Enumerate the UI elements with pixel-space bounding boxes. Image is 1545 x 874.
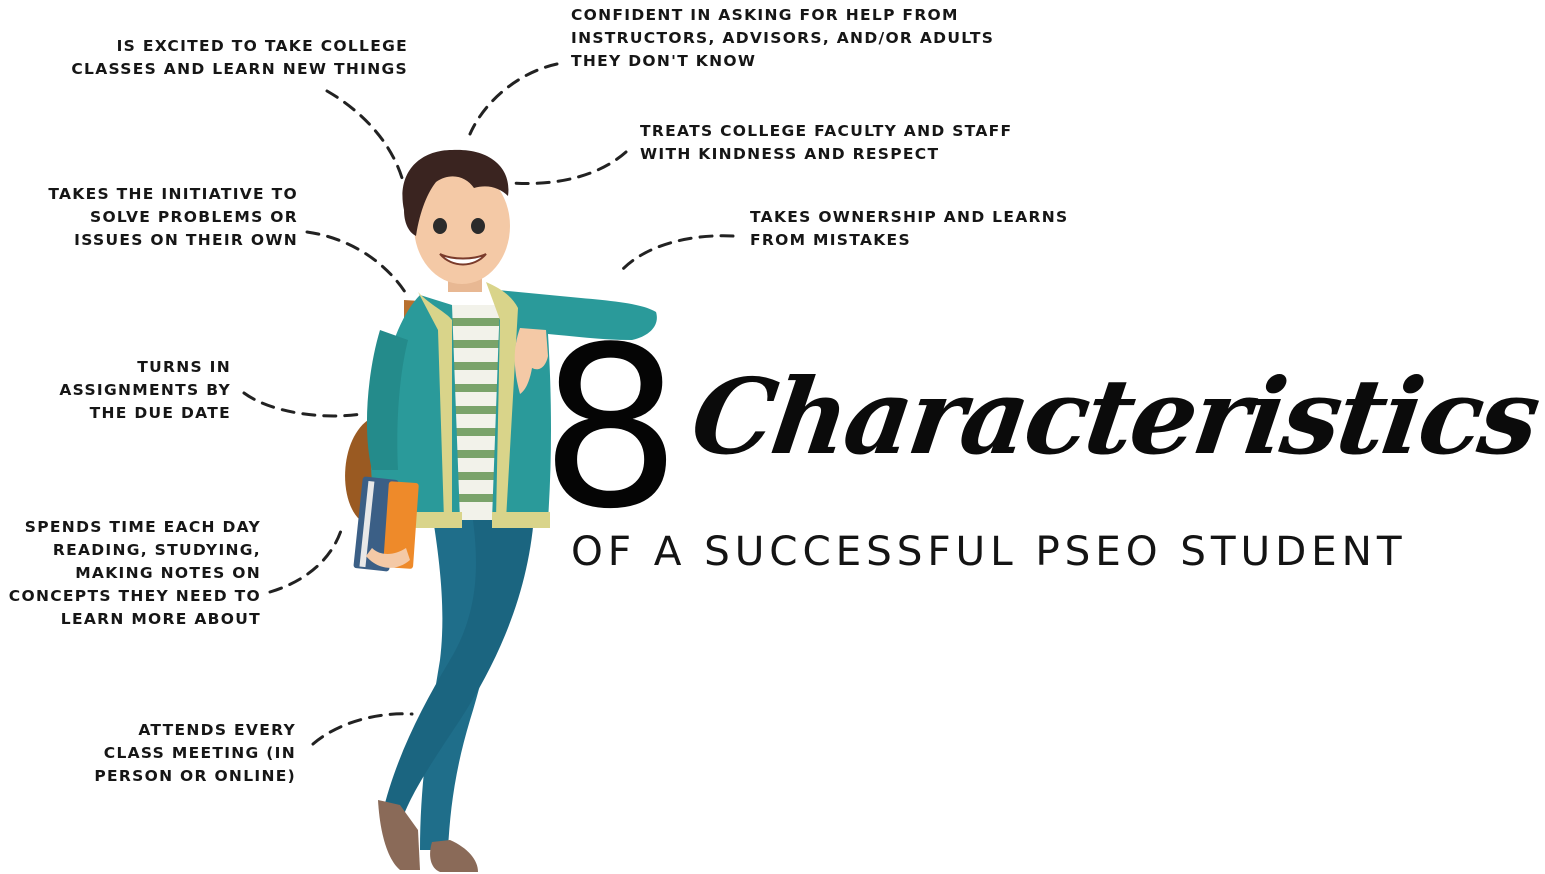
- characteristic-turns-in: [10, 356, 231, 425]
- caption-line: MAKING NOTES ON: [75, 564, 261, 582]
- caption-line: ISSUES ON THEIR OWN: [74, 231, 298, 249]
- head: [402, 150, 510, 292]
- characteristic-attends: [40, 719, 296, 788]
- caption-line: WITH KINDNESS AND RESPECT: [640, 145, 940, 163]
- characteristic-ownership: [750, 206, 1110, 252]
- books: [353, 476, 419, 571]
- heading-word: Characteristics: [684, 355, 1545, 478]
- caption-line: TAKES THE INITIATIVE TO: [48, 185, 298, 203]
- characteristic-excited: [40, 35, 408, 81]
- caption-line: PERSON OR ONLINE): [94, 767, 296, 785]
- caption-line: LEARN MORE ABOUT: [60, 610, 261, 628]
- caption-line: INSTRUCTORS, ADVISORS, AND/OR ADULTS: [571, 29, 995, 47]
- heading-number: 8: [540, 300, 678, 558]
- caption-line: SPENDS TIME EACH DAY: [24, 518, 261, 536]
- caption-line: CONCEPTS THEY NEED TO: [8, 587, 261, 605]
- caption-line: FROM MISTAKES: [750, 231, 911, 249]
- characteristic-treats: [640, 120, 1060, 166]
- caption-line: CLASS MEETING (IN: [103, 744, 296, 762]
- caption-line: TURNS IN: [137, 358, 231, 376]
- caption-line: ATTENDS EVERY: [138, 721, 296, 739]
- caption-line: CONFIDENT IN ASKING FOR HELP FROM: [571, 6, 959, 24]
- caption-line: THEY DON'T KNOW: [571, 52, 757, 70]
- caption-line: THE DUE DATE: [89, 404, 231, 422]
- caption-line: IS EXCITED TO TAKE COLLEGE: [116, 37, 408, 55]
- caption-line: ASSIGNMENTS BY: [59, 381, 231, 399]
- characteristic-confident: [571, 4, 1011, 73]
- caption-line: TAKES OWNERSHIP AND LEARNS: [750, 208, 1069, 226]
- heading-subtitle: OF A SUCCESSFUL PSEO STUDENT: [571, 527, 1407, 575]
- caption-line: CLASSES AND LEARN NEW THINGS: [71, 60, 408, 78]
- caption-line: TREATS COLLEGE FACULTY AND STAFF: [640, 122, 1013, 140]
- characteristic-spends-time: [0, 516, 261, 631]
- caption-line: SOLVE PROBLEMS OR: [89, 208, 298, 226]
- characteristic-initiative: [10, 183, 298, 252]
- caption-line: READING, STUDYING,: [52, 541, 261, 559]
